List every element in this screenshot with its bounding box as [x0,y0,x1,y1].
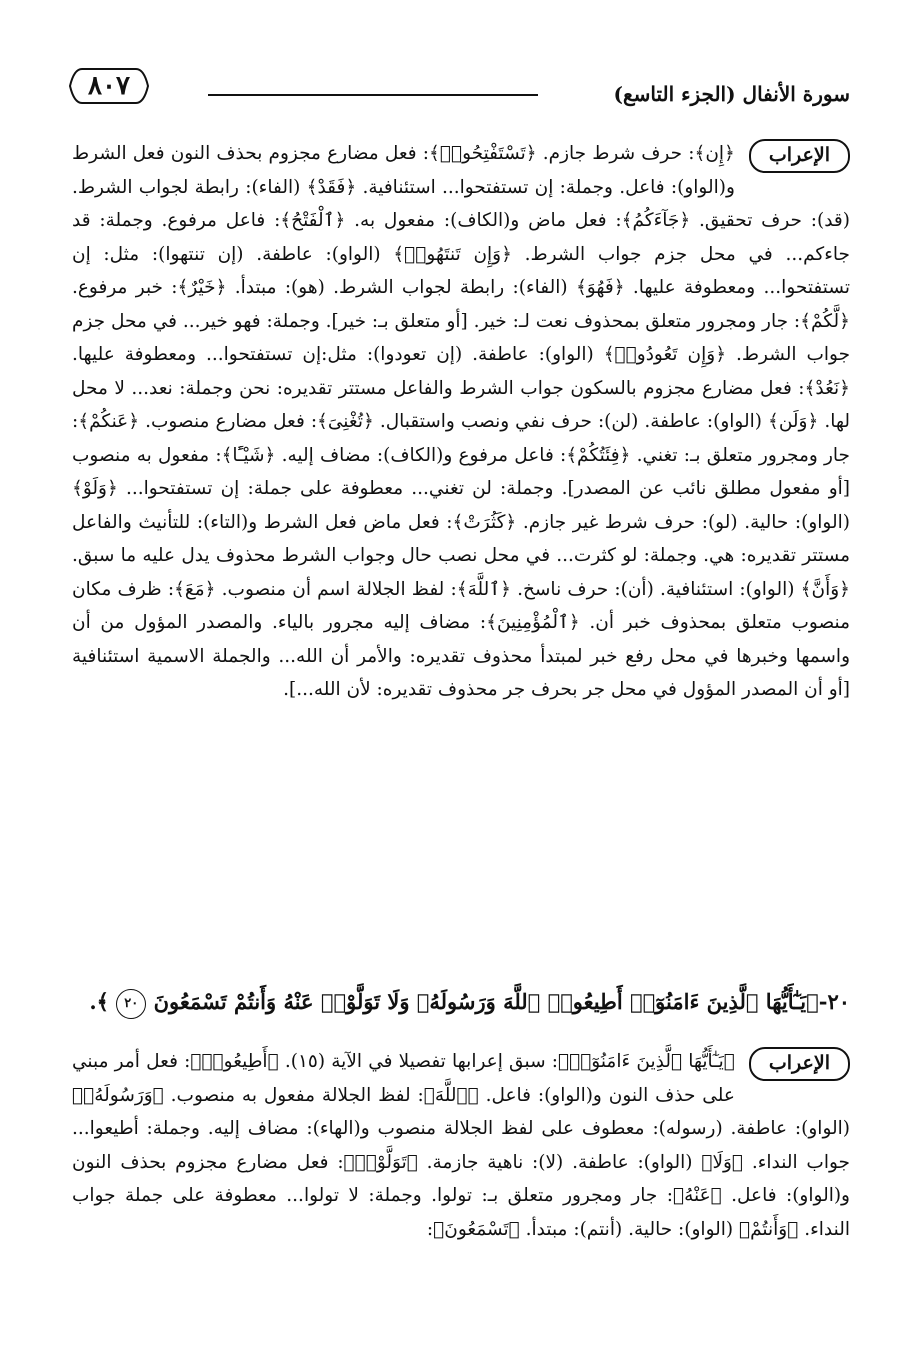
page-number-box [68,66,150,106]
irab-section-2 [72,1045,850,1246]
irab-text-2: ﴿يَـٰٓأَيُّهَا ٱلَّذِينَ ءَامَنُوٓا۟﴾: سبق إعرابها تفصيلا في الآية (١٥). ﴿أَطِيعُوا۟﴾: فعل أمر مبني على حذف النون و(الواو): فاعل. ﴿ٱللَّهَ﴾: لفظ الجلالة مفعول به منصوب. ﴿وَرَسُولَهُۥ﴾ (الواو): عاطفة. (رسوله): معطوف على لفظ الجلالة منصوب و(الهاء): مضاف إليه. وجملة: أطيعوا... جواب النداء. ﴿وَلَا﴾ (الواو): عاطفة. (لا): ناهية جازمة. ﴿تَوَلَّوْا۟﴾: فعل مضارع مجزوم بحذف النون و(الواو): فاعل. ﴿عَنْهُ﴾: جار ومجرور متعلق بـ: تولوا. وجملة: لا تولوا... معطوفة على جملة جواب النداء. ﴿وَأَنتُمْ﴾ (الواو): حالية. (أنتم): مبتدأ. ﴿تَسْمَعُونَ﴾: [72,1051,850,1240]
page-header [60,62,850,112]
verse-text: -﴿يَـٰٓأَيُّهَا ٱلَّذِينَ ءَامَنُوٓا۟ أَطِيعُوا۟ ٱللَّهَ وَرَسُولَهُۥ وَلَا تَوَلَّوْا۟ عَنْهُ وَأَنتُمْ تَسْمَعُونَ [153,989,828,1014]
quran-verse: ٢٠-﴿يَـٰٓأَيُّهَا ٱلَّذِينَ ءَامَنُوٓا۟ أَطِيعُوا۟ ٱللَّهَ وَرَسُولَهُۥ وَلَا تَوَلَّوْا۟ عَنْهُ وَأَنتُمْ تَسْمَعُونَ ٢٠ ﴾. [72,982,850,1022]
page-number: ٨٠٧ [88,71,130,101]
irab-badge: الإعراب [749,1047,850,1081]
page-title: سورة الأنفال (الجزء التاسع) [613,82,850,106]
ayah-end-marker: ٢٠ [116,989,146,1019]
irab-badge: الإعراب [749,139,850,173]
header-rule [208,94,538,96]
verse-number: ٢٠ [827,989,850,1014]
irab-text-1: ﴿إِن﴾: حرف شرط جازم. ﴿تَسْتَفْتِحُوا۟﴾: فعل مضارع مجزوم بحذف النون فعل الشرط و(الواو): فاعل. وجملة: إن تستفتحوا... استئنافية. ﴿فَقَدْ﴾ (الفاء): رابطة لجواب الشرط. (قد): حرف تحقيق. ﴿جَآءَكُمُ﴾: فعل ماض و(الكاف): مفعول به. ﴿ٱلْفَتْحُ﴾: فاعل مرفوع. وجملة: قد جاءكم... في محل جزم جواب الشرط. ﴿وَإِن تَنتَهُوا۟﴾ (الواو): عاطفة. (إن تنتهوا): مثل: إن تستفتحوا... ومعطوفة عليها. ﴿فَهُوَ﴾ (الفاء): رابطة لجواب الشرط. (هو): مبتدأ. ﴿خَيْرٌ﴾: خبر مرفوع. ﴿لَّكُمْ﴾: جار ومجرور متعلق بمحذوف نعت لـ: خير. [أو متعلق بـ: خير]. وجملة: فهو خير... في محل جزم جواب الشرط. ﴿وَإِن تَعُودُوا۟﴾ (الواو): عاطفة. (إن تعودوا): مثل:إن تستفتحوا... ومعطوفة عليها. ﴿نَعُدْ﴾: فعل مضارع مجزوم بالسكون جواب الشرط والفاعل مستتر تقديره: نحن وجملة: نعد... لا محل لها. ﴿وَلَن﴾ (الواو): عاطفة. (لن): حرف نفي ونصب واستقبال. ﴿تُغْنِىَ﴾: فعل مضارع منصوب. ﴿عَنكُمْ﴾: جار ومجرور متعلق بـ: تغني. ﴿فِئَتُكُمْ﴾: فاعل مرفوع و(الكاف): مضاف إليه. ﴿شَيْـًٔا﴾: مفعول به منصوب [أو مفعول مطلق نائب عن المصدر]. وجملة: لن تغني... معطوفة على جملة: إن تستفتحوا... ﴿وَلَوْ﴾ (الواو): حالية. (لو): حرف شرط غير جازم. ﴿كَثُرَتْ﴾: فعل ماض فعل الشرط و(التاء): للتأنيث والفاعل مستتر تقديره: هي. وجملة: لو كثرت... في محل نصب حال وجواب الشرط محذوف يدل عليه ما سبق. ﴿وَأَنَّ﴾ (الواو): استئنافية. (أن): حرف ناسخ. ﴿ٱللَّهَ﴾: لفظ الجلالة اسم أن منصوب. ﴿مَعَ﴾: ظرف مكان منصوب متعلق بمحذوف خبر أن. ﴿ٱلْمُؤْمِنِينَ﴾: مضاف إليه مجرور بالياء. والمصدر المؤول من أن واسمها وخبرها في محل رفع خبر لمبتدأ محذوف تقديره: والأمر أن الله... والجملة الاسمية استئنافية [أو أن المصدر المؤول في محل جر بحرف جر محذوف تقديره: لأن الله...]. [72,143,850,700]
irab-section-1 [72,137,850,707]
